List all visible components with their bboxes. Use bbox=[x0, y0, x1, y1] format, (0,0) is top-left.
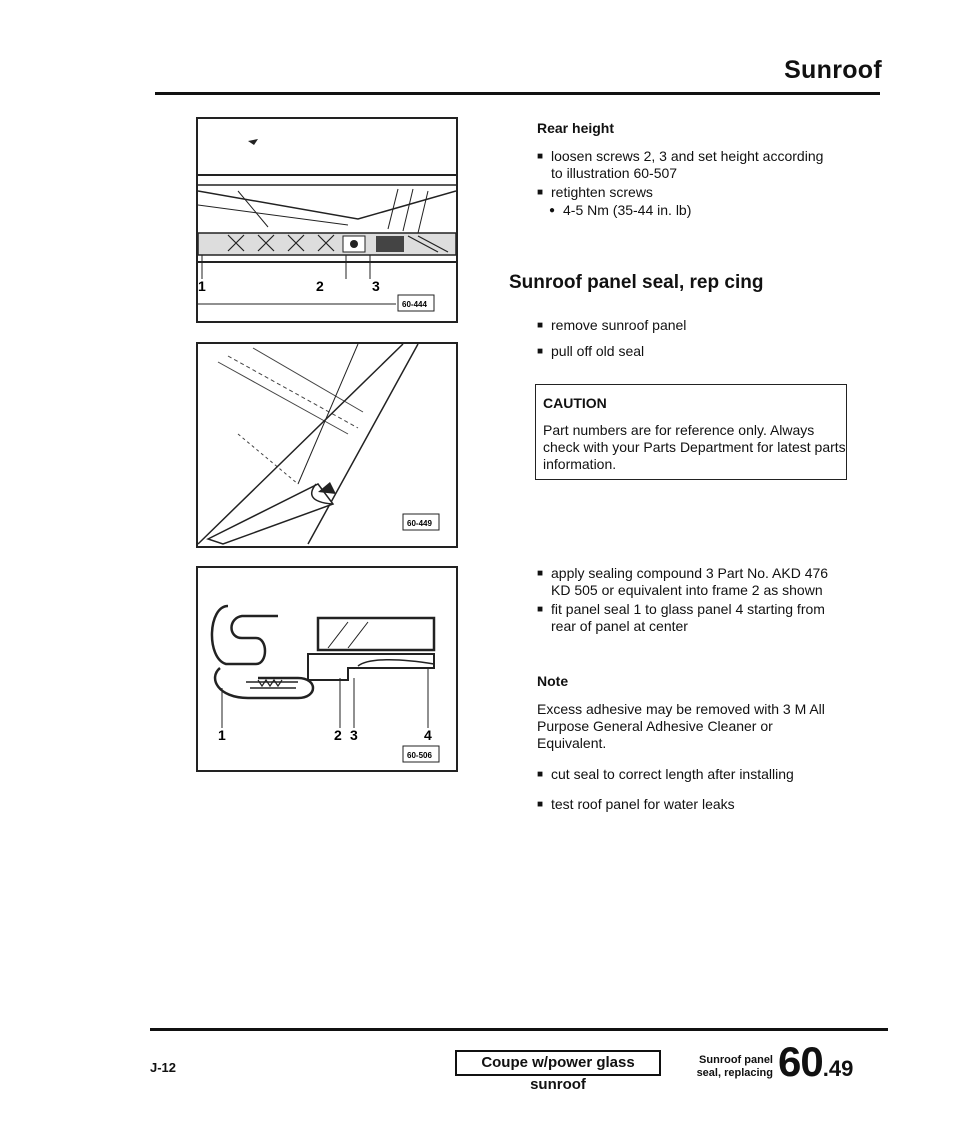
note-text: Excess adhesive may be removed with 3 M All Purpose General Adhesive Cleaner or Equivalent. bbox=[537, 701, 825, 751]
seal-step: ■ pull off old seal bbox=[537, 343, 867, 360]
torque-spec: ● 4-5 Nm (35-44 in. lb) bbox=[537, 202, 893, 219]
section-title: Sunroof panel seal, rep cing bbox=[509, 272, 764, 293]
caution-box bbox=[535, 384, 847, 480]
seal-steps-c bbox=[537, 766, 867, 815]
rear-height-step: ■ loosen screws 2, 3 and set height according to illustration 60-507 bbox=[537, 148, 837, 182]
page-header-title: Sunroof bbox=[784, 56, 882, 84]
seal-step: ■ cut seal to correct length after installing bbox=[537, 766, 867, 783]
rear-height-heading: Rear height bbox=[537, 120, 615, 136]
seal-steps-b bbox=[537, 565, 847, 637]
page-number-major: 60 bbox=[778, 1038, 823, 1085]
callout-1: 1 bbox=[198, 278, 206, 294]
footer-page-number bbox=[778, 1038, 853, 1086]
callout-4: 4 bbox=[424, 727, 432, 743]
callout-3: 3 bbox=[372, 278, 380, 294]
rear-height-step: ■ retighten screws bbox=[537, 184, 837, 201]
seal-step: ■ apply sealing compound 3 Part No. AKD 476 KD 505 or equivalent into frame 2 as shown bbox=[537, 565, 847, 599]
figure-ref: 60-444 bbox=[402, 300, 427, 309]
seal-step: ■ remove sunroof panel bbox=[537, 317, 867, 334]
note-title: Note bbox=[537, 673, 569, 689]
callout-3: 3 bbox=[350, 727, 358, 743]
page-number-minor: .49 bbox=[822, 1056, 854, 1081]
seal-step: ■ test roof panel for water leaks bbox=[537, 796, 867, 813]
footer-page-id: J-12 bbox=[150, 1060, 177, 1075]
seal-step: ■ fit panel seal 1 to glass panel 4 starting from rear of panel at center bbox=[537, 601, 847, 635]
caution-title: CAUTION bbox=[543, 395, 607, 411]
footer-subject: Sunroof panel seal, replacing bbox=[696, 1054, 773, 1079]
rear-height-steps bbox=[537, 148, 837, 203]
callout-1: 1 bbox=[218, 727, 226, 743]
caution-text: Part numbers are for reference only. Always check with your Parts Department for latest parts information. bbox=[543, 422, 846, 472]
figure-seal-section bbox=[196, 566, 458, 772]
figure-ref: 60-449 bbox=[407, 519, 432, 528]
seal-steps-a bbox=[537, 317, 867, 362]
figure-seal-removal bbox=[196, 342, 458, 548]
header-rule bbox=[155, 92, 880, 95]
footer-rule bbox=[150, 1028, 888, 1031]
callout-2: 2 bbox=[334, 727, 342, 743]
footer-boxed-title: Coupe w/power glass sunroof bbox=[455, 1050, 661, 1076]
figure-ref: 60-506 bbox=[407, 751, 432, 760]
figure-rear-height bbox=[196, 117, 458, 323]
callout-2: 2 bbox=[316, 278, 324, 294]
